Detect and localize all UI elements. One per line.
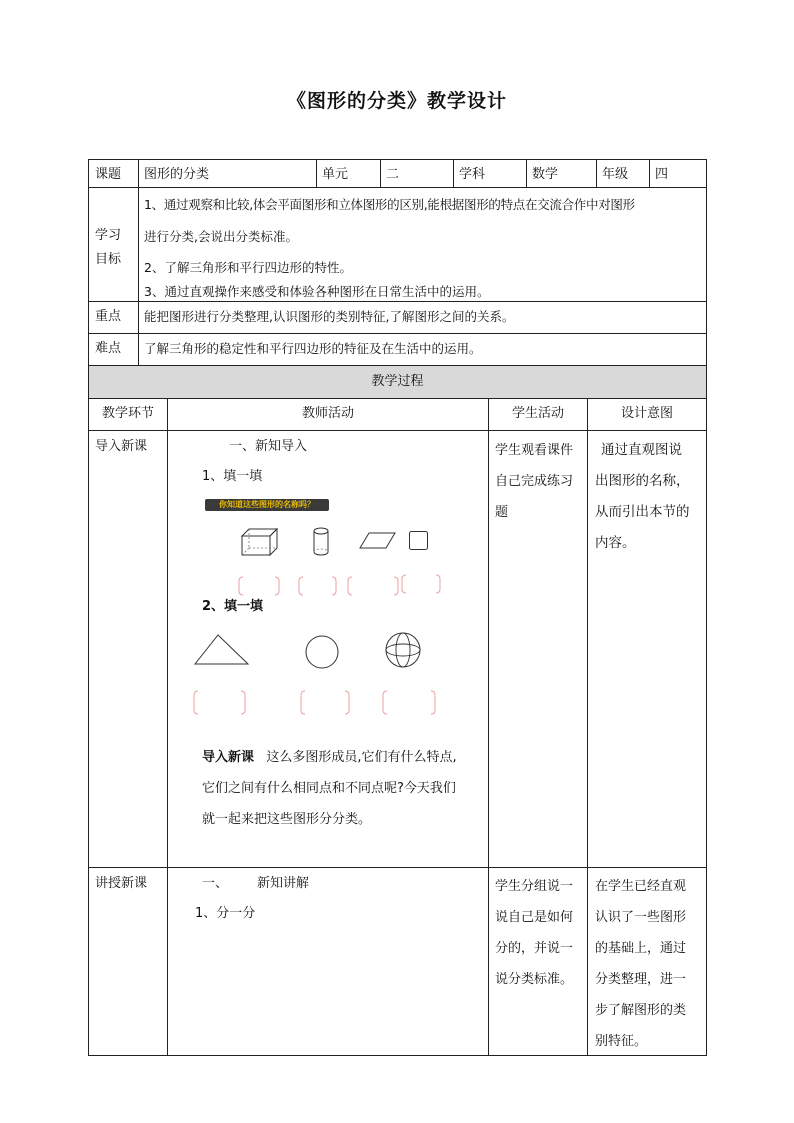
row2-teacher-heading-num: 一、 bbox=[202, 876, 229, 891]
row1-intent-line: 出图形的名称， bbox=[595, 473, 690, 489]
answer-brackets-row1 bbox=[236, 573, 446, 597]
cuboid-icon bbox=[240, 527, 280, 557]
col-intent-header: 设计意图 bbox=[620, 406, 673, 421]
row1-student-line: 自己完成练习 bbox=[495, 474, 574, 489]
subject-value: 数学 bbox=[532, 167, 559, 182]
row1-intro-text1: 这么多图形成员,它们有什么特点, bbox=[266, 750, 457, 765]
row1-teacher-heading: 一、新知导入 bbox=[229, 439, 308, 454]
row1-intent-line: 通过直观图说 bbox=[601, 442, 682, 458]
row1-intro-line1 bbox=[202, 745, 457, 770]
key-point-label: 重点 bbox=[95, 309, 122, 324]
col-student-header: 学生活动 bbox=[511, 406, 564, 421]
table-border bbox=[649, 159, 650, 188]
table-border bbox=[380, 159, 381, 188]
process-header: 教学过程 bbox=[371, 374, 424, 389]
table-border bbox=[587, 398, 588, 1056]
triangle-icon bbox=[193, 633, 251, 667]
col-teacher-header: 教师活动 bbox=[301, 406, 354, 421]
table-border bbox=[526, 159, 527, 188]
row2-sub-heading: 1、分一分 bbox=[195, 906, 256, 921]
table-border bbox=[88, 187, 707, 188]
table-border bbox=[316, 159, 317, 188]
circle-icon bbox=[304, 634, 340, 670]
table-border bbox=[453, 159, 454, 188]
table-border bbox=[596, 159, 597, 188]
table-border bbox=[88, 333, 707, 334]
table-border bbox=[88, 159, 707, 160]
row2-student-line: 说分类标准。 bbox=[495, 972, 574, 987]
difficulty-label: 难点 bbox=[95, 341, 122, 356]
topic-value: 图形的分类 bbox=[144, 167, 210, 182]
row2-intent-line: 认识了一些图形 bbox=[595, 910, 687, 925]
row2-student-line: 分的，并说一 bbox=[495, 941, 574, 956]
row2-intent-line: 在学生已经直观 bbox=[595, 879, 687, 894]
key-point-text: 能把图形进行分类整理,认识图形的类别特征,了解图形之间的关系。 bbox=[144, 309, 515, 324]
goals-line-4: 3、通过直观操作来感受和体验各种图形在日常生活中的运用。 bbox=[144, 284, 490, 299]
grade-value: 四 bbox=[655, 167, 669, 182]
row1-intent-line: 内容。 bbox=[595, 535, 636, 551]
table-border bbox=[138, 159, 139, 366]
sphere-icon bbox=[384, 631, 422, 669]
topic-label: 课题 bbox=[95, 167, 122, 182]
row1-student-line: 学生观看课件 bbox=[495, 443, 574, 458]
row2-stage: 讲授新课 bbox=[95, 876, 148, 891]
row2-student-line: 学生分组说一 bbox=[495, 879, 574, 894]
cylinder-icon bbox=[311, 527, 331, 557]
table-border bbox=[88, 867, 707, 868]
table-border bbox=[88, 159, 89, 1056]
parallelogram-icon bbox=[359, 531, 397, 551]
row1-intro-line3: 就一起来把这些图形分分类。 bbox=[202, 812, 372, 827]
subject-label: 学科 bbox=[459, 167, 486, 182]
square-icon bbox=[408, 530, 430, 552]
row2-intent-line: 分类整理，进一 bbox=[595, 972, 687, 987]
document-title: 《图形的分类》教学设计 bbox=[286, 90, 507, 112]
row1-banner: 你知道这些图形的名称吗？ bbox=[205, 499, 329, 511]
col-stage-header: 教学环节 bbox=[101, 406, 154, 421]
goals-label-line1: 学习 bbox=[95, 228, 122, 243]
table-border bbox=[88, 430, 707, 431]
row2-intent bbox=[595, 871, 686, 1057]
row1-stage: 导入新课 bbox=[95, 439, 148, 454]
row1-fill2: 2、填一填 bbox=[202, 599, 264, 614]
row1-intent bbox=[595, 435, 690, 559]
grade-label: 年级 bbox=[602, 167, 629, 182]
row1-student-activity bbox=[495, 435, 573, 528]
goals-line-2: 进行分类,会说出分类标准。 bbox=[144, 229, 298, 244]
row2-teacher-heading: 新知讲解 bbox=[257, 876, 310, 891]
row2-intent-line: 步了解图形的类 bbox=[595, 1003, 687, 1018]
row2-intent-line: 别特征。 bbox=[595, 1034, 648, 1049]
table-border bbox=[488, 398, 489, 1056]
difficulty-text: 了解三角形的稳定性和平行四边形的特征及在生活中的运用。 bbox=[144, 341, 482, 356]
row1-student-line: 题 bbox=[495, 505, 509, 520]
row1-intro-bold: 导入新课 bbox=[202, 750, 255, 765]
unit-value: 二 bbox=[386, 167, 400, 182]
row2-intent-line: 的基础上，通过 bbox=[595, 941, 687, 956]
row1-fill1: 1、填一填 bbox=[202, 469, 263, 484]
table-border bbox=[167, 398, 168, 1056]
table-border bbox=[706, 159, 707, 1056]
goals-line-3: 2、了解三角形和平行四边形的特性。 bbox=[144, 260, 352, 275]
table-border bbox=[88, 398, 707, 399]
row2-student-line: 说自己是如何 bbox=[495, 910, 574, 925]
row1-intro-line2: 它们之间有什么相同点和不同点呢?今天我们 bbox=[202, 781, 456, 796]
unit-label: 单元 bbox=[322, 167, 349, 182]
goals-label-line2: 目标 bbox=[95, 252, 122, 267]
answer-brackets-row2 bbox=[191, 688, 441, 718]
row1-intent-line: 从而引出本节的 bbox=[595, 504, 690, 520]
row2-student-activity bbox=[495, 871, 573, 995]
goals-line-1: 1、通过观察和比较,体会平面图形和立体图形的区别,能根据图形的特点在交流合作中对图形 bbox=[144, 197, 635, 212]
